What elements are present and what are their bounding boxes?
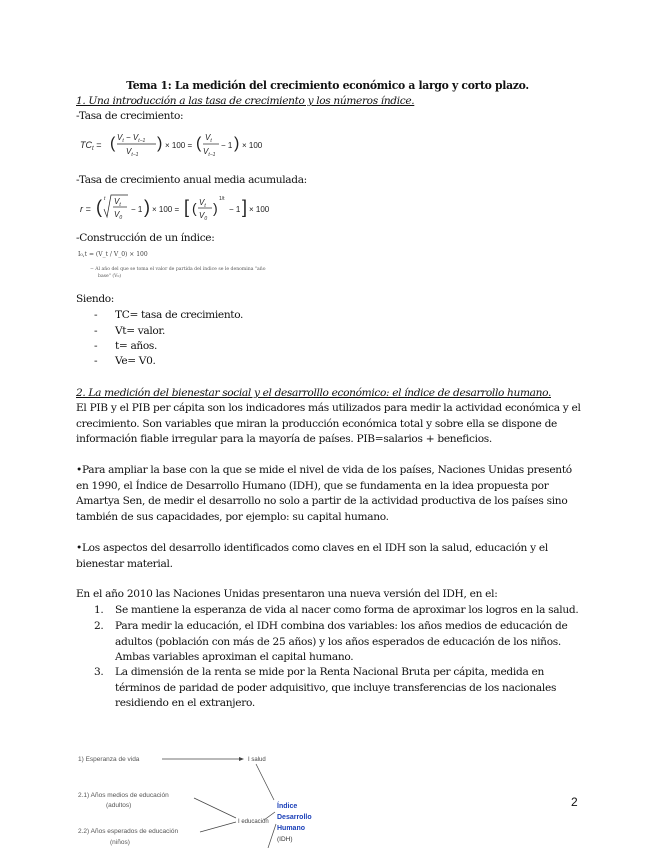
diagram-idh-3: Humano: [277, 825, 305, 832]
diagram-node-anos-esperados: 2.2) Años esperados de educación: [78, 828, 179, 835]
paren-open: (: [110, 135, 116, 152]
paragraph-idh-intro: •Para ampliar la base con la que se mide el nivel de vida de los países, Naciones Unidas presentó en 1990, el Índice de Desarrollo Humano (IDH), que se fundamenta en la idea propuesta por Amartya Sen, de medir el desarrollo no solo a partir de la actividad productiva de los países sino también de sus capacidades, por ejemplo: su capital humano.: [76, 464, 572, 523]
den1: $V_{t-1}$: [126, 147, 139, 158]
rm1: − 1: [131, 205, 143, 214]
paragraph-pib: El PIB y el PIB per cápita son los indicadores más utilizados para medir la actividad económica y el crecimiento. Son variables que miran la producción económica total y sobre ella se dispone de información fiable irregular para la mayoría de países. PIB=salarios + beneficios.: [76, 402, 581, 445]
diagram-idh-4: (IDH): [277, 836, 293, 843]
rd: $V_0$: [114, 210, 123, 221]
list-item: TC= tasa de crecimiento.: [115, 309, 244, 321]
p-close: ): [144, 197, 150, 217]
rt100: × 100 =: [152, 205, 180, 214]
diagram-node-adultos: (adultos): [106, 802, 132, 809]
page-title: Tema 1: La medición del crecimiento económico a largo y corto plazo.: [126, 79, 529, 92]
diagram-node-anos-medios: 2.1) Años medios de educación: [78, 792, 169, 799]
times100a: × 100 =: [165, 141, 193, 150]
arrow-esperados: [200, 822, 236, 832]
diagram-node-isalud: I salud: [248, 757, 266, 763]
num1: $V_t - V_{t-1}$: [117, 133, 146, 144]
tasa-media-label: -Tasa de crecimiento anual media acumulada:: [76, 174, 307, 186]
paren-close2: ): [234, 135, 240, 152]
times100b: × 100: [242, 141, 263, 150]
formula-tasa-crecimiento: [78, 128, 278, 164]
arrow-renta-idh: [268, 824, 276, 848]
minus1: − 1: [221, 141, 233, 150]
formula-tasa-media: [78, 191, 278, 229]
den2: $V_{t-1}$: [203, 147, 216, 158]
indice-label: -Construcción de un índice:: [76, 232, 215, 244]
formula3-line2: − Al año del que se toma el valor de partida del índice se le denomina "año: [90, 267, 266, 272]
section1-heading: 1. Una introducción a las tasa de crecimiento y los números índice.: [76, 95, 415, 107]
list-item: Ve= V0.: [115, 355, 156, 367]
paragraph-2010: En el año 2010 las Naciones Unidas presentaron una nueva versión del IDH, en el:: [76, 588, 498, 600]
formula-tasa-svg: [78, 128, 278, 162]
r-lhs: r =: [80, 204, 91, 214]
exp: 1/t: [219, 196, 225, 202]
rt100b: × 100: [249, 205, 270, 214]
list-number: 3.: [94, 666, 104, 678]
list-number: 2.: [94, 620, 104, 632]
list-number: 1.: [94, 604, 104, 616]
page-number: 2: [571, 795, 578, 809]
rd2: $V_0$: [199, 211, 208, 222]
numbered-item: Se mantiene la esperanza de vida al nacer como forma de aproximar los logros en la salud.: [115, 604, 579, 616]
arrowhead-esperanza: [239, 757, 244, 761]
diagram-idh-1: Índice: [277, 803, 298, 810]
formula-indice: [78, 247, 318, 287]
formula-tc-lhs: $TC_t$ =: [80, 140, 102, 152]
diagram-node-esperanza: 1) Esperanza de vida: [78, 756, 140, 763]
paren-open2: (: [196, 135, 202, 152]
b-open: [: [184, 197, 190, 217]
list-item: Vt= valor.: [115, 325, 165, 337]
dash-4: -: [94, 355, 98, 367]
section2-heading: 2. La medición del bienestar social y el desarrolllo económico: el índice de desarrollo humano.: [76, 387, 551, 399]
num2: $V_t$: [205, 133, 212, 144]
idh-diagram: [76, 742, 316, 848]
paren-close: ): [157, 135, 163, 152]
diagram-node-ieducacion: I educación: [238, 819, 269, 825]
arrow-salud-idh: [256, 764, 274, 800]
p-open: (: [96, 197, 102, 217]
dash-1: -: [94, 309, 98, 321]
rn2: $V_t$: [199, 198, 206, 209]
rm2: − 1: [229, 205, 241, 214]
paragraph-idh-aspects: •Los aspectos del desarrollo identificados como claves en el IDH son la salud, educación y el bienestar material.: [76, 542, 548, 570]
siendo-label: Siendo:: [76, 293, 115, 305]
formula3-line1: I₀,t = (V_t / V_0) × 100: [78, 251, 148, 258]
numbered-item: La dimensión de la renta se mide por la Renta Nacional Bruta per cápita, medida en términos de paridad de poder adquisitivo, que incluye transferencias de los nacionales residiendo en el extranjero.: [115, 666, 557, 709]
arrow-medios: [194, 798, 236, 818]
p-open3: (: [192, 200, 197, 216]
numbered-item: Para medir la educación, el IDH combina dos variables: los años medios de educación de adultos (población con más de 25 años) y los años esperados de educación de los niños. Ambas variables aproximan el capital humano.: [115, 620, 568, 663]
dash-3: -: [94, 340, 98, 352]
b-close: ]: [242, 197, 248, 217]
p-close3: ): [213, 200, 218, 216]
formula3-line3: base" (V₀): [98, 274, 122, 279]
rn: $V_t$: [114, 197, 121, 208]
formula-media-svg: [78, 191, 278, 227]
root-index: t: [104, 196, 106, 202]
list-item: t= años.: [115, 340, 158, 352]
dash-2: -: [94, 325, 98, 337]
diagram-node-ninos: (niños): [110, 839, 130, 846]
tasa-label: -Tasa de crecimiento:: [76, 110, 184, 122]
idh-diagram-svg: [76, 742, 316, 848]
diagram-idh-2: Desarrollo: [277, 814, 312, 821]
arrow-educ-idh: [264, 812, 275, 820]
